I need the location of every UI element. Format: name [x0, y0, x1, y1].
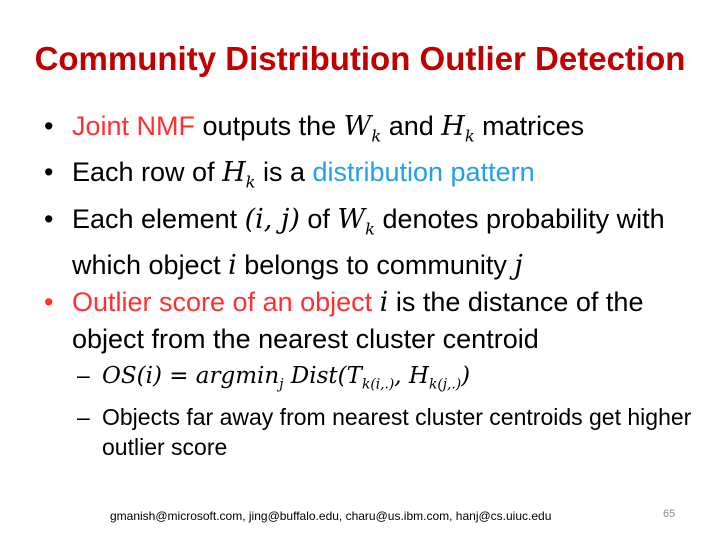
highlight-text: Outlier score of an object: [72, 287, 373, 318]
math-variable: j: [514, 250, 523, 282]
sub-bullet-item: [40, 360, 700, 400]
slide-body: [40, 108, 700, 462]
math-variable: i: [228, 250, 237, 282]
bullet-item: [40, 154, 700, 200]
bullet-marker: •: [44, 111, 54, 141]
bullet-item: [40, 201, 700, 284]
math-variable: (i, j): [244, 203, 300, 235]
math-variable: $H_k$: [222, 157, 256, 192]
bullet-text: denotes probability with which object: [72, 203, 665, 281]
highlight-text: Joint NMF: [72, 111, 196, 141]
math-variable: $W_k$: [343, 111, 382, 146]
sub-bullet-item: [40, 402, 700, 462]
math-variable: i: [379, 287, 389, 319]
sub-bullet-text: Objects far away from nearest cluster centroids get higher outlier score: [102, 403, 692, 460]
bullet-marker: •: [44, 287, 54, 318]
bullet-text: is a: [255, 157, 313, 188]
slide-title: Community Distribution Outlier Detection: [34, 40, 686, 77]
formula: OS(i) = argmin$_j$ $Dist(T_{k(i,.)}$, $H_{k(j,.)}$): [102, 363, 471, 393]
highlight-text: distribution pattern: [312, 157, 535, 188]
dash-marker: –: [77, 362, 90, 389]
bullet-item: [40, 108, 700, 154]
bullet-text: Each element: [72, 203, 245, 234]
bullet-text: of: [299, 203, 338, 234]
bullet-marker: •: [44, 157, 54, 188]
bullet-text: is the distance of the object from the nearest cluster centroid: [72, 287, 644, 355]
bullet-text: Each row of: [72, 157, 223, 188]
dash-marker: –: [77, 403, 90, 430]
bullet-marker: •: [44, 203, 54, 234]
page-number: 65: [663, 508, 676, 520]
bullet-text: and: [381, 111, 442, 141]
bullet-item: [40, 284, 700, 358]
bullet-text: belongs to community: [236, 250, 515, 281]
math-variable: $H_k$: [441, 111, 475, 146]
footer-emails: gmanish@microsoft.com, jing@buffalo.edu, charu@us.ibm.com, hanj@cs.uiuc.edu: [110, 509, 552, 523]
bullet-text: matrices: [474, 111, 585, 141]
bullet-text: outputs the: [195, 111, 344, 141]
math-variable: $W_k$: [337, 203, 375, 239]
